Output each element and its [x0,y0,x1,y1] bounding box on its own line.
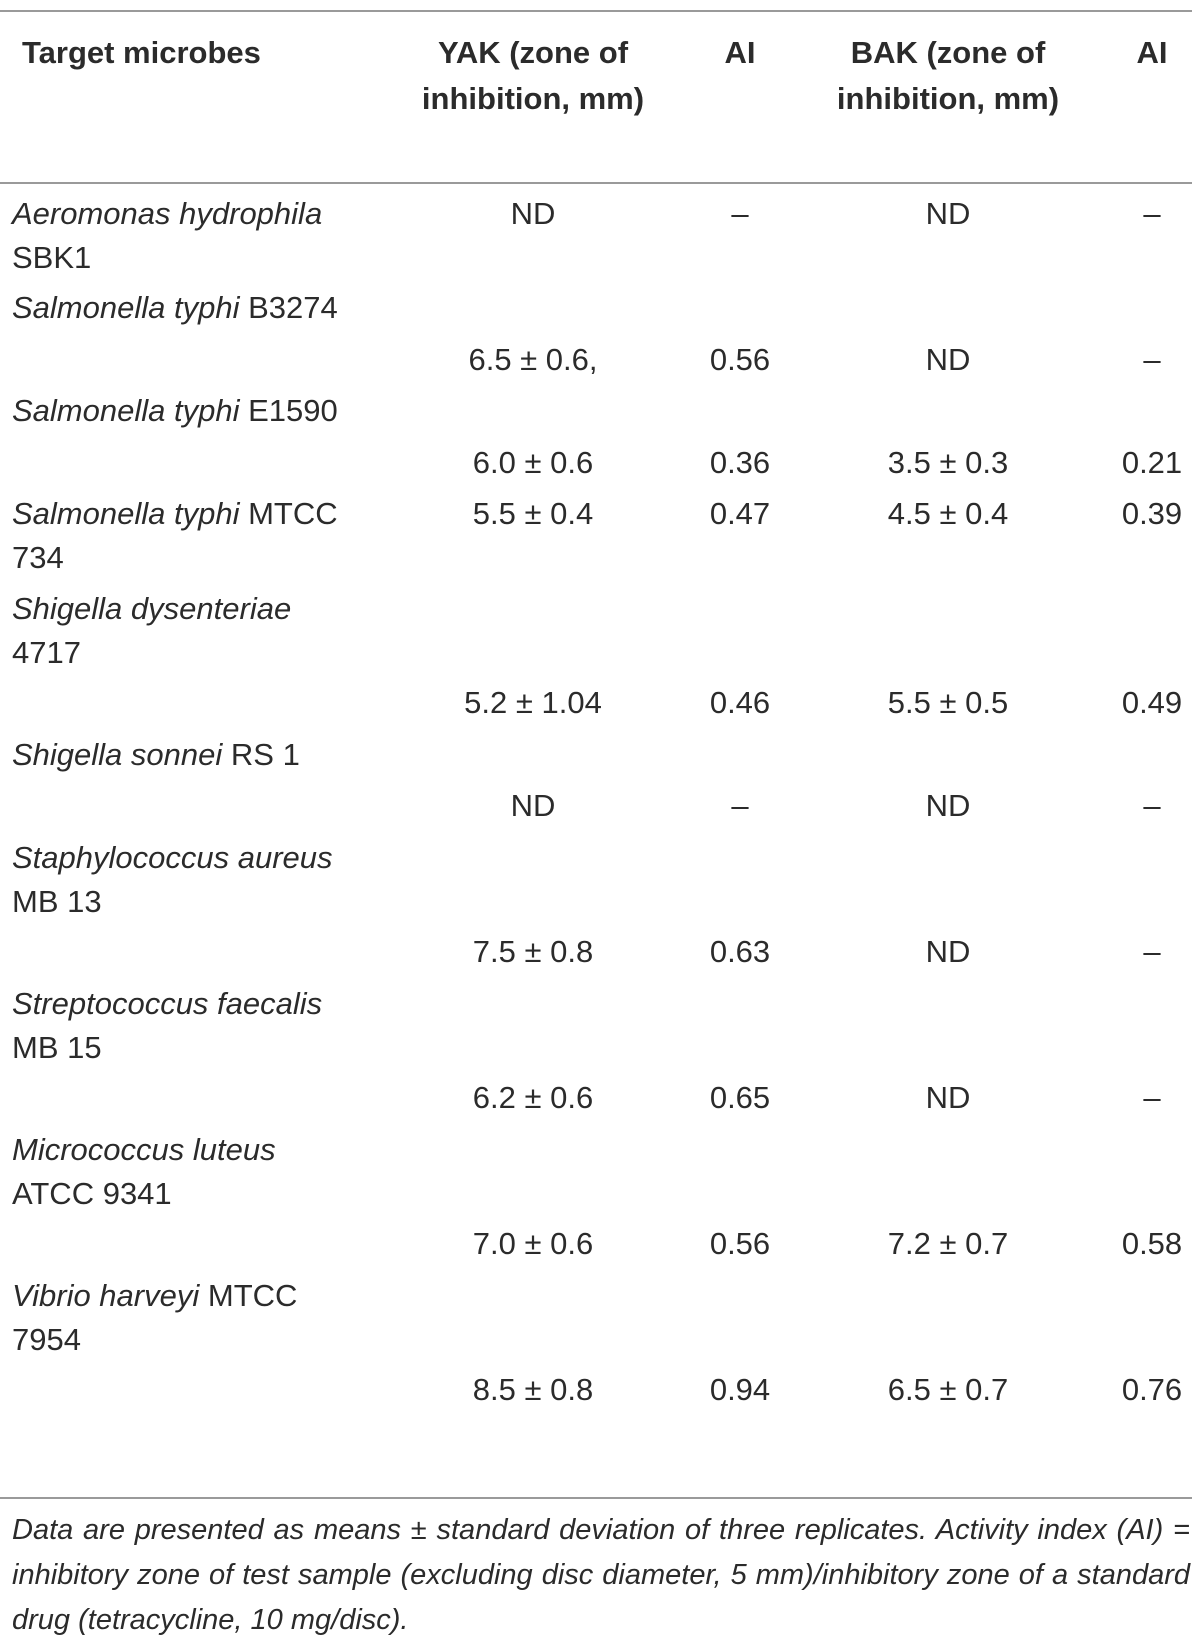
row-4-yak: 5.2 ± 1.04 [464,685,602,720]
row-4-bak: 5.5 ± 0.5 [887,685,1009,720]
row-4-ai-yak: 0.46 [709,685,771,720]
row-0-ai-bak: – [1143,196,1161,231]
header-target-microbes: Target microbes [22,35,261,70]
row-2-microbe: Salmonella typhi E1590 [12,393,338,428]
row-1-bak: ND [925,342,971,377]
header-ai-yak: AI [724,35,756,70]
row-8-ai-yak: 0.56 [709,1226,771,1261]
row-7-bak: ND [925,1080,971,1115]
table-footnote: Data are presented as means ± standard deviation of three replicates. Activity index (AI) = inhibitory zone of test sample (excluding disc diameter, 5 mm)/inhibitory zone of a standard drug (tetracycline, 10 mg/disc). [12,1514,1190,1636]
row-2-yak: 6.0 ± 0.6 [472,445,594,480]
row-4-microbe: Shigella dysenteriae 4717 [12,591,292,670]
row-0-ai-yak: – [731,196,749,231]
row-8-microbe: Micrococcus luteus ATCC 9341 [12,1132,276,1211]
row-1-microbe: Salmonella typhi B3274 [12,290,338,325]
row-9-bak: 6.5 ± 0.7 [887,1372,1009,1407]
row-9-microbe: Vibrio harveyi MTCC 7954 [12,1278,298,1357]
row-6-ai-bak: – [1143,934,1161,969]
row-7-yak: 6.2 ± 0.6 [472,1080,594,1115]
row-0-yak: ND [510,196,556,231]
row-0-microbe: Aeromonas hydrophila SBK1 [12,196,323,275]
row-2-ai-yak: 0.36 [709,445,771,480]
row-6-microbe: Staphylococcus aureus MB 13 [12,840,333,919]
row-6-yak: 7.5 ± 0.8 [472,934,594,969]
row-7-ai-bak: – [1143,1080,1161,1115]
row-0-bak: ND [925,196,971,231]
row-2-bak: 3.5 ± 0.3 [887,445,1009,480]
row-5-yak: ND [510,788,556,823]
row-2-ai-bak: 0.21 [1121,445,1183,480]
row-3-bak: 4.5 ± 0.4 [887,496,1009,531]
row-7-ai-yak: 0.65 [709,1080,771,1115]
header-yak: YAK (zone of inhibition, mm) [421,35,645,116]
row-1-yak: 6.5 ± 0.6, [468,342,598,377]
row-1-ai-bak: – [1143,342,1161,377]
row-5-ai-yak: – [731,788,749,823]
header-bak: BAK (zone of inhibition, mm) [836,35,1060,116]
row-8-yak: 7.0 ± 0.6 [472,1226,594,1261]
row-9-ai-bak: 0.76 [1121,1372,1183,1407]
header-ai-bak: AI [1136,35,1168,70]
row-6-bak: ND [925,934,971,969]
row-9-ai-yak: 0.94 [709,1372,771,1407]
row-7-microbe: Streptococcus faecalis MB 15 [12,986,323,1065]
row-1-ai-yak: 0.56 [709,342,771,377]
row-3-microbe: Salmonella typhi MTCC 734 [12,496,338,575]
row-3-yak: 5.5 ± 0.4 [472,496,594,531]
table-top-rule [0,10,1192,12]
row-4-ai-bak: 0.49 [1121,685,1183,720]
row-9-yak: 8.5 ± 0.8 [472,1372,594,1407]
row-3-ai-bak: 0.39 [1121,496,1183,531]
row-6-ai-yak: 0.63 [709,934,771,969]
row-3-ai-yak: 0.47 [709,496,771,531]
row-5-ai-bak: – [1143,788,1161,823]
table-bottom-rule [0,1497,1192,1499]
row-5-microbe: Shigella sonnei RS 1 [12,737,300,772]
row-5-bak: ND [925,788,971,823]
row-8-ai-bak: 0.58 [1121,1226,1183,1261]
row-8-bak: 7.2 ± 0.7 [887,1226,1009,1261]
header-divider-rule [0,182,1192,184]
